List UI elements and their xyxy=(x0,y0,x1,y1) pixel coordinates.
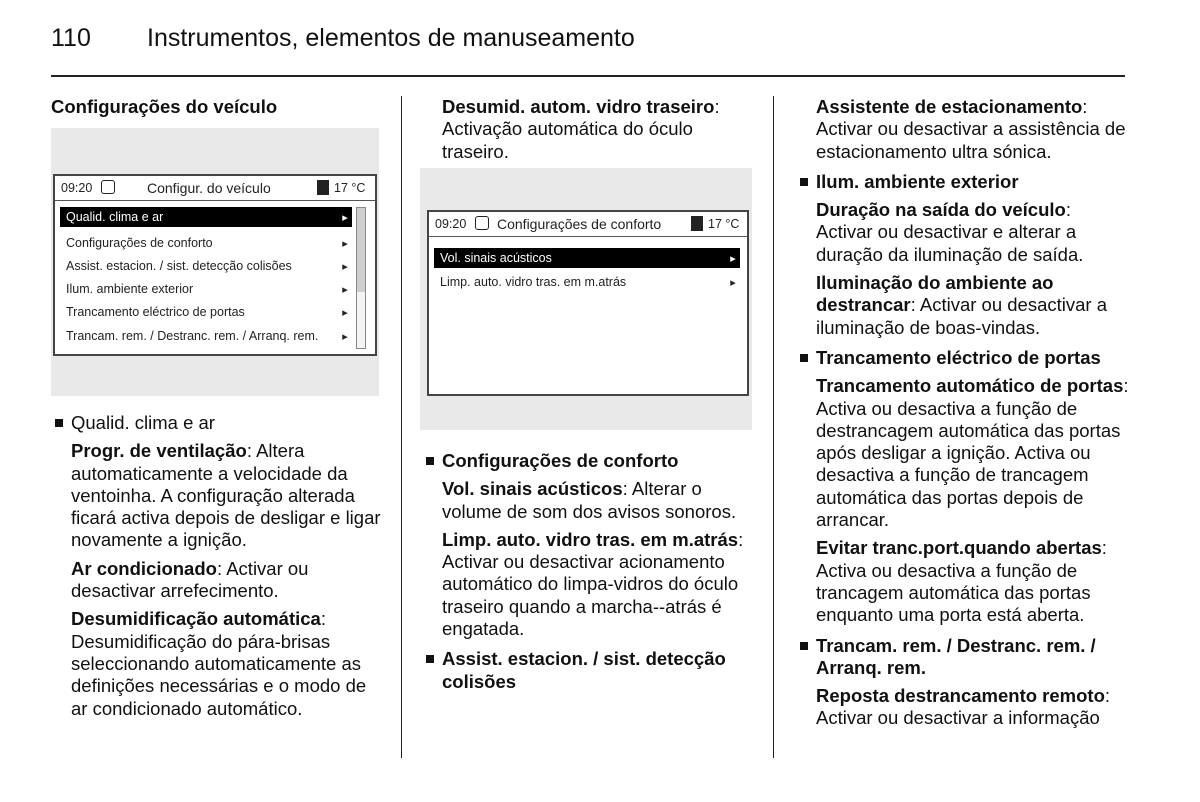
chevron-right-icon: ▸ xyxy=(342,330,348,343)
bullet-item: Trancamento eléctrico de portas xyxy=(796,347,1131,369)
menu-item[interactable]: Assist. estacion. / sist. detecção colisões ▸ xyxy=(60,256,352,276)
column-2 xyxy=(442,96,752,163)
bullet-square-icon xyxy=(800,642,808,650)
section-title: Configurações do veículo xyxy=(51,96,278,117)
column-1-text xyxy=(51,412,386,720)
menu-item[interactable]: Limp. auto. vidro tras. em m.atrás ▸ xyxy=(434,272,740,292)
paragraph: Iluminação do ambiente ao destrancar: Activar ou desactivar a iluminação de boas-vindas. xyxy=(816,272,1108,338)
screen-temperature: 17 °C xyxy=(334,181,366,195)
bullet-item: Trancam. rem. / Destranc. rem. / Arranq. rem. xyxy=(796,635,1131,680)
column-2-text xyxy=(422,450,757,693)
screen-time: 09:20 xyxy=(435,217,467,231)
menu-item[interactable]: Trancam. rem. / Destranc. rem. / Arranq. rem. ▸ xyxy=(60,326,352,346)
chevron-right-icon: ▸ xyxy=(730,252,736,265)
chevron-right-icon: ▸ xyxy=(730,276,736,289)
chevron-right-icon: ▸ xyxy=(342,283,348,296)
chevron-right-icon: ▸ xyxy=(342,237,348,250)
scrollbar[interactable] xyxy=(356,207,366,349)
paragraph: Vol. sinais acústicos: Alterar o volume de som dos avisos sonoros. xyxy=(442,478,737,522)
column-divider xyxy=(773,96,774,758)
bullet-item: Configurações de conforto xyxy=(422,450,757,472)
bullet-item: Ilum. ambiente exterior xyxy=(796,171,1131,193)
screen-status-bar xyxy=(429,212,747,237)
page-title: Instrumentos, elementos de manuseamento xyxy=(147,24,635,52)
page-number: 110 xyxy=(51,24,91,52)
paragraph: Desumid. autom. vidro traseiro: Activação automática do óculo traseiro. xyxy=(442,96,720,162)
paragraph: Desumidificação automática: Desumidificação do pára-brisas seleccionando automaticamente as definições necessárias e o modo de ar condicionado automático. xyxy=(71,608,367,719)
thermometer-icon xyxy=(317,180,329,195)
screen-temperature: 17 °C xyxy=(708,217,740,231)
column-divider xyxy=(401,96,402,758)
scrollbar-thumb[interactable] xyxy=(357,208,365,292)
bullet-square-icon xyxy=(800,354,808,362)
clock-icon xyxy=(101,180,115,194)
bullet-square-icon xyxy=(55,419,63,427)
thermometer-icon xyxy=(691,216,703,231)
column-3 xyxy=(796,96,1131,730)
paragraph: Limp. auto. vidro tras. em m.atrás: Activar ou desactivar acionamento automático do limpa-vidros do óculo traseiro quando a marcha--atrás é engatada. xyxy=(442,528,744,640)
screen-title: Configur. do veículo xyxy=(147,180,271,196)
bullet-item: Qualid. clima e ar xyxy=(51,412,386,434)
menu-item[interactable]: Qualid. clima e ar ▸ xyxy=(60,207,352,227)
vehicle-settings-screen xyxy=(53,174,377,356)
paragraph: Ar condicionado: Activar ou desactivar arrefecimento. xyxy=(71,557,309,602)
paragraph: Assistente de estacionamento: Activar ou desactivar a assistência de estacionamento ultra sónica. xyxy=(816,96,1126,162)
chevron-right-icon: ▸ xyxy=(342,211,348,224)
column-1 xyxy=(51,96,386,118)
menu-item[interactable]: Trancamento eléctrico de portas ▸ xyxy=(60,302,352,322)
menu-item[interactable]: Vol. sinais acústicos ▸ xyxy=(434,248,740,268)
bullet-square-icon xyxy=(426,457,434,465)
menu-item[interactable]: Configurações de conforto ▸ xyxy=(60,233,352,253)
screen-time: 09:20 xyxy=(61,181,93,195)
bullet-square-icon xyxy=(800,178,808,186)
chevron-right-icon: ▸ xyxy=(342,260,348,273)
screen-status-bar xyxy=(55,176,375,201)
comfort-settings-screen xyxy=(427,210,749,396)
chevron-right-icon: ▸ xyxy=(342,306,348,319)
bullet-item: Assist. estacion. / sist. detecção colisões xyxy=(422,648,757,693)
menu-item[interactable]: Ilum. ambiente exterior ▸ xyxy=(60,279,352,299)
paragraph: Reposta destrancamento remoto: Activar ou desactivar a informação xyxy=(816,685,1111,729)
paragraph: Duração na saída do veículo: Activar ou desactivar e alterar a duração da iluminação de saída. xyxy=(816,199,1084,265)
clock-icon xyxy=(475,216,489,230)
paragraph: Trancamento automático de portas: Activa ou desactiva a função de destrancagem automática das portas após desligar a ignição. Activa ou desactiva a função de trancagem automática das portas depois de arrancar. xyxy=(816,375,1129,531)
screen-title: Configurações de conforto xyxy=(497,216,662,232)
paragraph: Progr. de ventilação: Altera automaticamente a velocidade da ventoinha. A configuração alterada ficará activa depois de desligar e ligar novamente a ignição. xyxy=(71,440,381,551)
header-rule xyxy=(51,75,1125,77)
bullet-square-icon xyxy=(426,655,434,663)
paragraph: Evitar tranc.port.quando abertas: Activa ou desactiva a função de trancagem automática das portas enquanto uma porta está aberta. xyxy=(816,537,1107,626)
